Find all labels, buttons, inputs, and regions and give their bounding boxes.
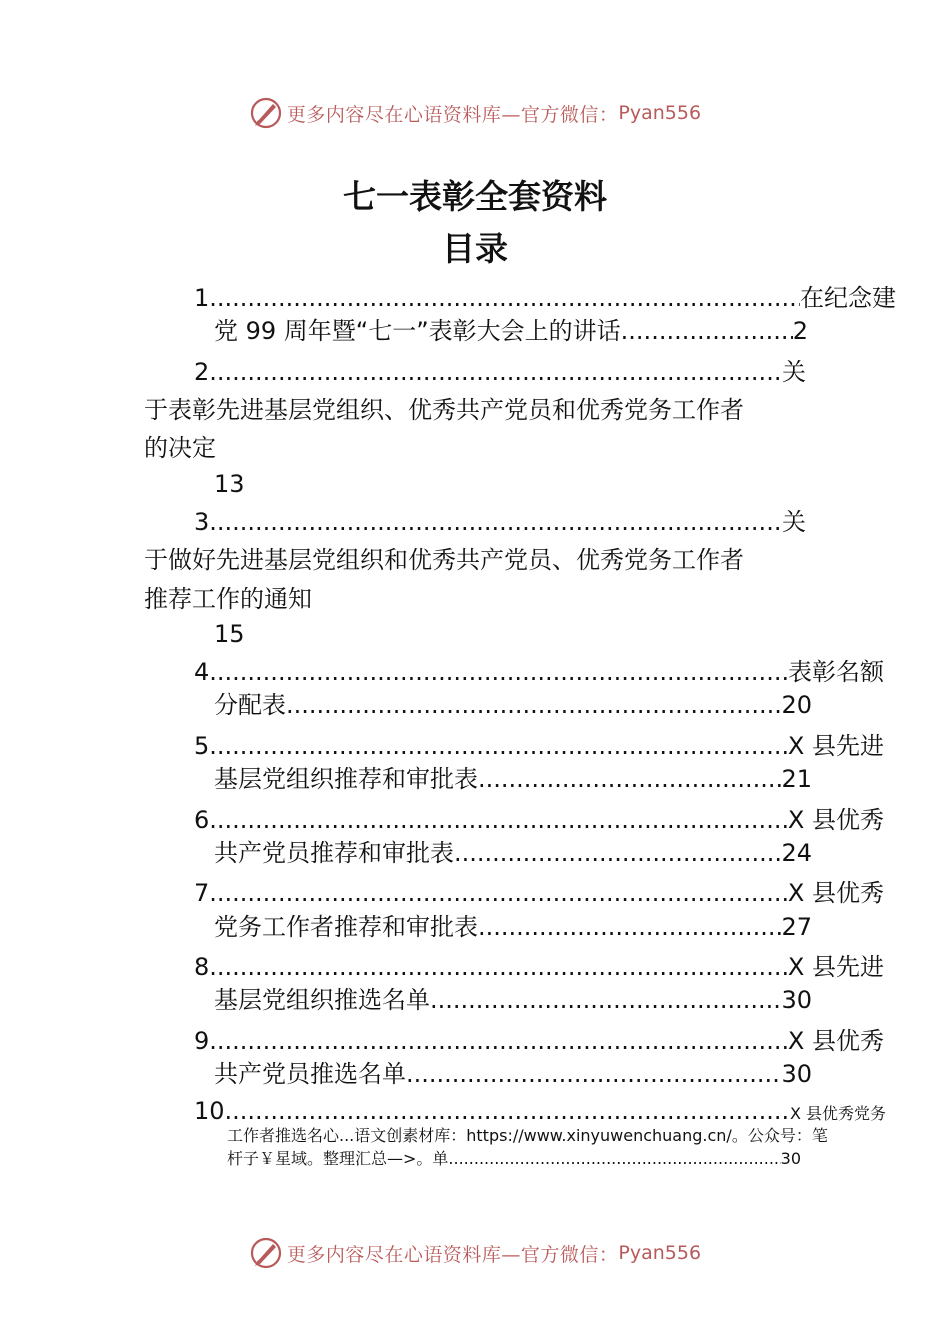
header-banner [0,93,950,133]
toc-entry-title: 党务工作者推荐和审批表 [214,913,478,941]
toc-entry-9-cont [214,1057,812,1091]
toc-entry-1-cont [214,314,808,348]
banner-wechat-id: Pyan556 [618,102,702,124]
toc-entry-page: 24 [781,839,812,867]
toc-entry-10-cont [227,1148,801,1170]
toc-entry-page: 30 [781,1060,812,1088]
toc-entry-number: 8. [194,953,217,981]
toc-entry-3-title-end: 推荐工作的通知 [144,585,312,613]
toc-entry-8-cont [214,983,812,1017]
leader-dots [217,876,788,910]
toc-entry-8-line [194,950,884,984]
toc-entry-number: 10. [194,1097,233,1125]
pen-logo-icon [249,1236,283,1270]
toc-entry-title: 基层党组织推选名单 [214,986,430,1014]
toc-entry-page: 20 [781,691,812,719]
toc-entry-title: 共产党员推荐和审批表 [214,839,454,867]
leader-dots [286,688,781,722]
toc-entry-6-cont [214,836,812,870]
leader-dots [217,1024,788,1058]
toc-entry-title: 分配表 [214,691,286,719]
toc-entry-page: 30 [780,1149,801,1168]
toc-entry-number: 7. [194,879,217,907]
toc-entry-title: 在纪念建 [800,284,896,312]
toc-entry-title: X 县优秀 [787,1027,884,1055]
toc-entry-page: 27 [781,913,812,941]
leader-dots [448,1148,780,1170]
banner-text: 更多内容尽在心语资料库—官方微信： [286,103,619,126]
toc-entry-page: 2 [792,317,808,345]
toc-entry-6-line [194,803,884,837]
banner-text: 更多内容尽在心语资料库—官方微信： [286,1243,619,1266]
leader-dots [478,762,781,796]
leader-dots [478,910,781,944]
toc-entry-5-line [194,729,884,763]
leader-dots [217,355,782,389]
leader-dots [217,950,788,984]
toc-heading: 目录 [442,229,508,268]
toc-entry-7-line [194,876,884,910]
toc-entry-7-cont [214,910,812,944]
toc-entry-number: 2. [194,358,217,386]
toc-entry-title: X 县先进 [787,732,884,760]
toc-entry-4-line [194,655,884,689]
leader-dots [621,314,793,348]
toc-entry-5-cont [214,762,812,796]
toc-entry-title: X 县先进 [787,953,884,981]
toc-entry-page: 21 [781,765,812,793]
toc-entry-4-cont [214,688,812,722]
leader-dots [406,1057,781,1091]
toc-entry-3-title: 于做好先进基层党组织和优秀共产党员、优秀党务工作者 [144,546,744,574]
toc-entry-number: 4. [194,658,217,686]
toc-entry-3-page: 15 [214,620,245,648]
toc-entry-title: X 县优秀 [787,806,884,834]
leader-dots [232,1094,790,1128]
leader-dots [217,505,782,539]
leader-dots [430,983,781,1017]
footer-banner [0,1233,950,1273]
toc-entry-page: 30 [781,986,812,1014]
toc-entry-2-title-end: 的决定 [144,434,216,462]
leader-dots [217,655,788,689]
leader-dots [217,803,788,837]
toc-entry-2-page: 13 [214,470,245,498]
toc-entry-title: 基层党组织推荐和审批表 [214,765,478,793]
toc-entry-number: 9. [194,1027,217,1055]
leader-dots [454,836,781,870]
leader-dots [217,281,800,315]
toc-entry-number: 6. [194,806,217,834]
leader-dots [217,729,788,763]
banner-wechat-id: Pyan556 [618,1242,702,1264]
toc-entry-10-title [227,1125,828,1147]
toc-entry-title-text: 杆子￥星域。整理汇总—>。单 [227,1149,449,1168]
toc-entry-title: X 县优秀党务 [789,1104,886,1123]
toc-entry-title: 党 99 周年暨“七一”表彰大会上的讲话 [214,317,621,345]
toc-entry-number: 5. [194,732,217,760]
toc-entry-number: 3. [194,508,217,536]
toc-entry-title: 共产党员推选名单 [214,1060,406,1088]
toc-entry-number: 1. [194,284,217,312]
toc-entry-1-line [194,281,896,315]
toc-entry-title-text: 工作者推选名心...语文创素材库：https://www.xinyuwenchuang.cn/。公众号：笔 [227,1126,828,1145]
toc-entry-3-line [194,505,806,539]
toc-entry-title: 关 [782,358,806,386]
toc-entry-title: X 县优秀 [787,879,884,907]
toc-entry-title: 表彰名额 [788,658,884,686]
toc-entry-2-line [194,355,806,389]
toc-entry-10-line [194,1094,886,1128]
toc-entry-title: 关 [782,508,806,536]
toc-entry-9-line [194,1024,884,1058]
document-title: 七一表彰全套资料 [343,177,607,216]
pen-logo-icon [249,96,283,130]
toc-entry-2-title: 于表彰先进基层党组织、优秀共产党员和优秀党务工作者 [144,396,744,424]
